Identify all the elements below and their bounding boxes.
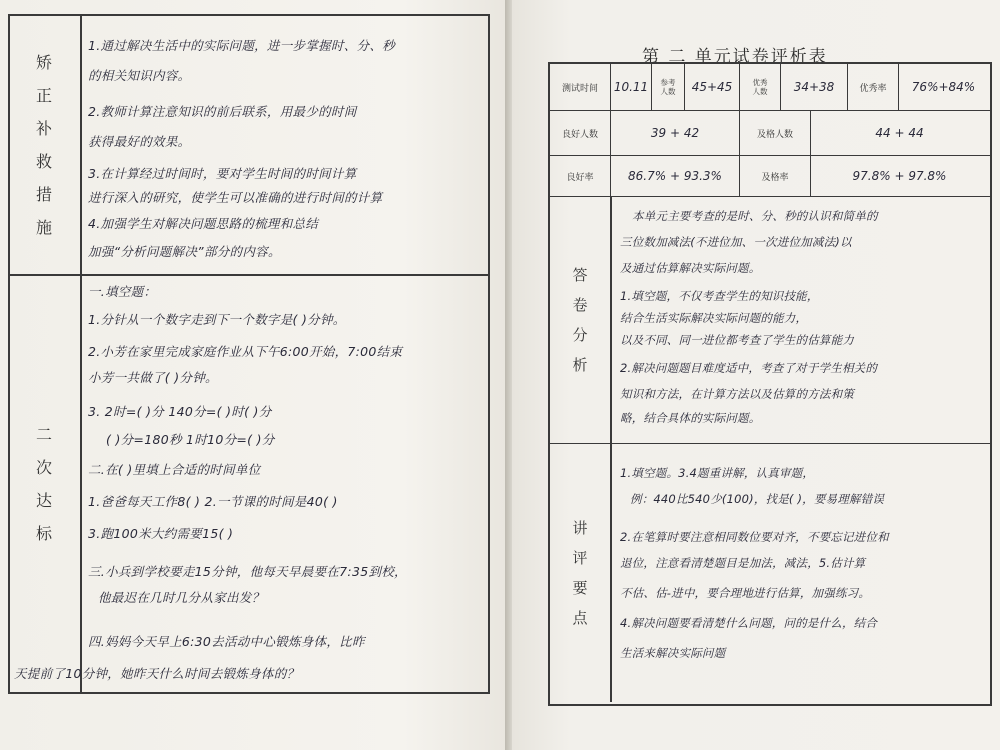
- pass-count-text: 44 + 44: [875, 126, 924, 140]
- label-char: 二: [35, 425, 54, 444]
- handwritten-line: 知识和方法，在计算方法以及估算的方法和策: [620, 387, 854, 401]
- second-assessment-label: [10, 276, 82, 692]
- excellent-count-label: [740, 64, 781, 110]
- count-label-line: 人数: [660, 87, 676, 96]
- remedial-measures-content: [84, 16, 484, 274]
- label-char: 讲: [572, 519, 588, 537]
- pass-rate-label: 及格率: [740, 156, 811, 196]
- label-char: 卷: [572, 296, 588, 314]
- excellent-rate-label: 优秀率: [848, 64, 899, 110]
- excellent-count-label-line: 人数: [752, 87, 768, 96]
- remedial-measures-label: [10, 16, 82, 274]
- book-gutter: [505, 0, 512, 750]
- review-points-content: [614, 444, 986, 702]
- label-char: 施: [35, 218, 54, 237]
- handwritten-line: 2.小芳在家里完成家庭作业从下午6:00开始，7:00结束: [88, 344, 403, 359]
- handwritten-line: 小芳一共做了( )分钟。: [88, 370, 218, 385]
- label-char: 答: [572, 266, 588, 284]
- second-assessment-content: [14, 276, 484, 692]
- label-char: 评: [572, 549, 588, 567]
- handwritten-line: 三位数加减法(不进位加、一次进位加减法)以: [620, 235, 852, 249]
- handwritten-line: 3.在计算经过时间时，要对学生时间的时间计算: [88, 166, 357, 181]
- handwritten-line: 2.教师计算注意知识的前后联系，用最少的时间: [88, 104, 357, 119]
- handwritten-line: 天提前了10分钟，她昨天什么时间去锻炼身体的？: [14, 666, 300, 681]
- analysis-content: [614, 197, 986, 443]
- count-value: [685, 64, 740, 110]
- left-table: [8, 14, 490, 694]
- excellent-count-text: 34+38: [793, 80, 835, 94]
- handwritten-line: 加强“分析问题解决”部分的内容。: [88, 244, 281, 259]
- pass-rate-text: 97.8% + 97.8%: [852, 169, 947, 183]
- label-char: 正: [35, 86, 54, 105]
- label-char: 救: [35, 152, 54, 171]
- review-points-label: [550, 444, 612, 702]
- handwritten-line: 3.跑100米大约需要15( ): [88, 526, 234, 541]
- handwritten-line: 退位，注意看清楚题目是加法，减法，5.估计算: [620, 556, 866, 570]
- label-char: 达: [35, 491, 54, 510]
- stats-row-2: [550, 111, 990, 156]
- handwritten-line: 略，结合具体的实际问题。: [620, 411, 761, 425]
- handwritten-line: 4.解决问题要看清楚什么问题，问的是什么，结合: [620, 616, 878, 630]
- excellent-count-label-line: 优秀: [752, 78, 768, 87]
- handwritten-line: 1.填空题，不仅考查学生的知识技能，: [620, 289, 819, 303]
- label-char: 措: [35, 185, 54, 204]
- stats-row-1: [550, 64, 990, 111]
- label-char: 补: [35, 119, 54, 138]
- remedial-measures-section: [10, 16, 488, 276]
- handwritten-line: 1.爸爸每天工作8( ) 2.一节课的时间是40( ): [88, 494, 338, 509]
- count-label: [652, 64, 685, 110]
- test-time-label: 测试时间: [550, 64, 611, 110]
- label-char: 矫: [35, 53, 54, 72]
- label-char: 点: [572, 609, 588, 627]
- pass-count-value: [811, 111, 988, 155]
- good-rate-text: 86.7% + 93.3%: [628, 169, 722, 183]
- evaluation-table: [548, 62, 992, 706]
- handwritten-line: 本单元主要考查的是时、分、秒的认识和简单的: [632, 209, 878, 223]
- good-rate-value: [611, 156, 740, 196]
- handwritten-line: 2.解决问题题目难度适中，考查了对于学生相关的: [620, 361, 878, 375]
- handwritten-line: 二.在( )里填上合适的时间单位: [88, 462, 261, 477]
- handwritten-line: 1.通过解决生活中的实际问题，进一步掌握时、分、秒: [88, 38, 395, 53]
- right-page: [512, 0, 1000, 750]
- second-assessment-section: [10, 276, 488, 692]
- handwritten-line: 一.填空题：: [88, 284, 157, 299]
- good-count-text: 39 + 42: [650, 126, 700, 140]
- good-count-value: [611, 111, 740, 155]
- test-time-value: [611, 64, 652, 110]
- excellent-count-value: [781, 64, 848, 110]
- handwritten-line: 及通过估算解决实际问题。: [620, 261, 761, 275]
- excellent-rate-value: [899, 64, 988, 110]
- pass-rate-value: [811, 156, 988, 196]
- handwritten-line: 结合生活实际解决实际问题的能力，: [620, 311, 808, 325]
- handwritten-line: 的相关知识内容。: [88, 68, 191, 83]
- analysis-label: [550, 197, 612, 443]
- handwritten-line: 三.小兵到学校要走15分钟，他每天早晨要在7:35到校，: [88, 564, 407, 579]
- handwritten-line: 3. 2时=( )分 140分=( )时( )分: [88, 404, 272, 419]
- handwritten-line: 2.在笔算时要注意相同数位要对齐，不要忘记进位和: [620, 530, 889, 544]
- good-rate-label: 良好率: [550, 156, 611, 196]
- count-text: 45+45: [691, 80, 733, 94]
- label-char: 析: [572, 356, 588, 374]
- handwritten-line: 以及不同、同一进位都考查了学生的估算能力: [620, 333, 854, 347]
- handwritten-line: 1.填空题。3.4题重讲解，认真审题，: [620, 466, 815, 480]
- handwritten-line: 生活来解决实际问题: [620, 646, 726, 660]
- label-char: 次: [35, 458, 54, 477]
- handwritten-line: 进行深入的研究，使学生可以准确的进行时间的计算: [88, 190, 383, 205]
- handwritten-line: 四.妈妈今天早上6:30去活动中心锻炼身体，比昨: [88, 634, 365, 649]
- label-char: 标: [35, 524, 54, 543]
- handwritten-line: 他最迟在几时几分从家出发？: [98, 590, 265, 605]
- label-char: 要: [572, 579, 588, 597]
- stats-row-3: [550, 156, 990, 197]
- count-label-line: 参考: [660, 78, 676, 87]
- review-points-section: [550, 444, 990, 702]
- handwritten-line: 获得最好的效果。: [88, 134, 191, 149]
- form-title: 第 二 单元试卷评析表: [642, 47, 828, 67]
- pass-count-label: 及格人数: [740, 111, 811, 155]
- handwritten-line: 4.加强学生对解决问题思路的梳理和总结: [88, 216, 319, 231]
- handwritten-line: 例：440比540少(100)，找是( )，要易理解错误: [630, 492, 885, 506]
- handwritten-line: ( )分=180秒 1时10分=( )分: [106, 432, 275, 447]
- label-char: 分: [572, 326, 588, 344]
- handwritten-line: 不估、估-进中，要合理地进行估算，加强练习。: [620, 586, 871, 600]
- excellent-rate-text: 76%+84%: [911, 80, 976, 94]
- handwritten-line: 1.分针从一个数字走到下一个数字是( )分钟。: [88, 312, 346, 327]
- good-count-label: 良好人数: [550, 111, 611, 155]
- analysis-section: [550, 197, 990, 444]
- test-time-text: 10.11: [613, 80, 649, 94]
